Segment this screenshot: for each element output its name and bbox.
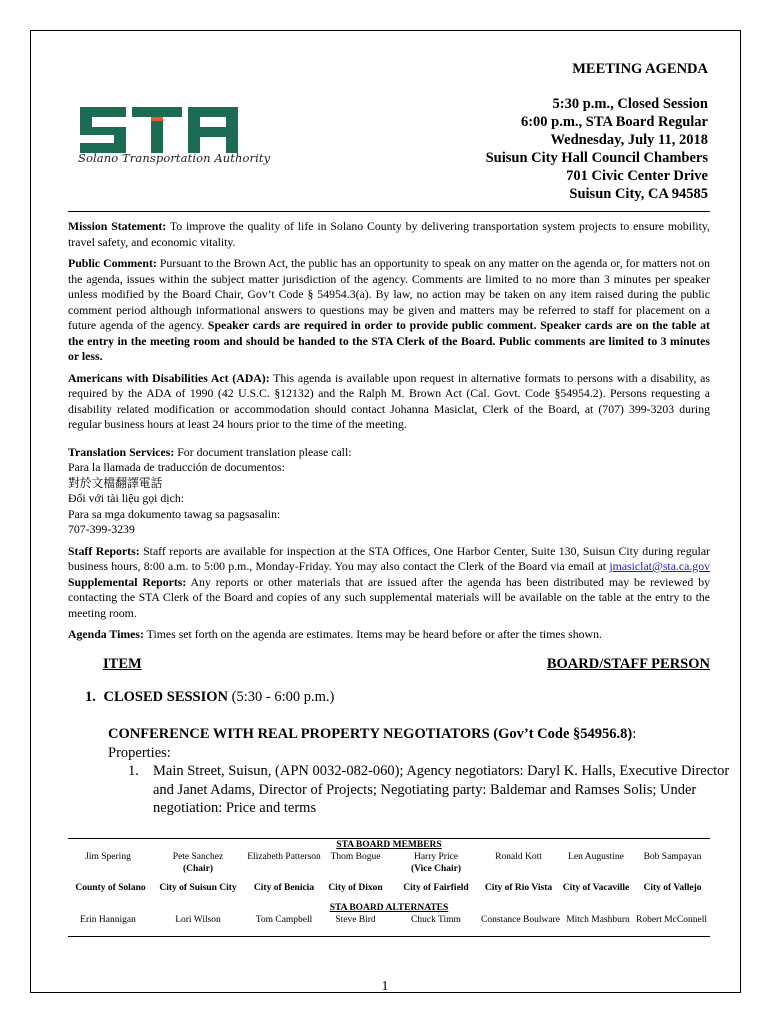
alternate-name: Erin Hannigan	[80, 915, 136, 925]
header-line-4: Suisun City Hall Council Chambers	[485, 150, 708, 166]
translation-label: Translation Services:	[68, 444, 175, 459]
board-roster	[68, 839, 710, 939]
logo-tagline: Solano Transportation Authority	[78, 151, 271, 165]
item-time: (5:30 - 6:00 p.m.)	[228, 689, 335, 705]
person-column-header: BOARD/STAFF PERSON	[546, 656, 710, 672]
member-city: City of Suisun City	[159, 883, 237, 893]
alternate-name: Steve Bird	[335, 915, 376, 925]
member-city: City of Rio Vista	[484, 883, 553, 893]
board-bottom-divider	[68, 936, 710, 937]
supplemental-reports-label: Supplemental Reports:	[68, 574, 187, 589]
conference-block	[108, 725, 733, 818]
member-city: City of Dixon	[328, 883, 383, 893]
header-line-1: 5:30 p.m., Closed Session	[552, 96, 708, 112]
mission-text: To improve the quality of life in Solano County by delivering transportation system projects to ensure mobility, travel safety, and economic vitality.	[68, 219, 710, 249]
translation-line-tagalog: Para sa mga dokumento tawag sa pagsasalin:	[68, 506, 281, 521]
members-heading: STA BOARD MEMBERS	[336, 840, 442, 850]
member-city: City of Fairfield	[403, 883, 469, 893]
translation-phone: 707-399-3239	[68, 522, 135, 536]
public-comment-label: Public Comment:	[68, 256, 157, 270]
supplemental-reports-text: Any reports or other materials that are issued after the agenda has been distributed may be reviewed by contacting the STA Clerk of the Board and copies of any such supplemental materials will be available on the table at the entry to the meeting room.	[68, 574, 710, 620]
agenda-times-text: Times set forth on the agenda are estimates. Items may be heard before or after the times shown.	[143, 627, 602, 641]
agenda-times	[68, 627, 710, 643]
header-divider	[68, 211, 710, 212]
member-role: (Vice Chair)	[410, 864, 462, 874]
ada-text: This agenda is available upon request in alternative formats to persons with a disability, as required by the ADA of 1990 (42 U.S.C. §12132) and the Ralph M. Brown Act (Cal. Govt. Code §54954.2). Persons requesting a disability related modification or accommodation should contact Johanna Masiclat, Clerk of the Board, at (707) 399-3203 during regular business hours at least 24 hours prior to the time of the meeting.	[68, 370, 711, 431]
translation-line-vietnamese: Đối với tài liệu gọi dịch:	[68, 491, 184, 505]
translation-line-chinese: 對於文檔翻譯電話	[68, 475, 163, 490]
property-number: 1.	[128, 763, 139, 779]
alternate-name: Mitch Mashburn	[566, 915, 630, 925]
alternate-name: Robert McConnell	[636, 915, 707, 925]
alternate-name: Chuck Timm	[411, 915, 461, 925]
member-city: City of Vallejo	[643, 883, 702, 893]
conference-suffix: :	[632, 726, 637, 742]
member-name: Thom Bogue	[330, 852, 381, 862]
member-city: County of Solano	[75, 883, 146, 893]
agenda-item-1	[85, 689, 334, 706]
member-name: Pete Sanchez	[172, 852, 224, 862]
properties-list	[108, 762, 733, 818]
member-name: Ronald Kott	[495, 852, 542, 862]
item-column-header: ITEM	[103, 656, 142, 672]
member-name: Jim Spering	[85, 852, 131, 862]
clerk-email-link[interactable]: jmasiclat@sta.ca.gov	[609, 559, 710, 573]
mission-statement	[68, 219, 710, 250]
ada-label: Americans with Disabilities Act (ADA):	[68, 370, 270, 385]
member-city: City of Vacaville	[562, 883, 630, 893]
public-comment	[68, 256, 710, 365]
member-name: Harry Price	[413, 852, 459, 862]
staff-reports	[68, 544, 710, 622]
header-line-2: 6:00 p.m., STA Board Regular	[520, 114, 708, 130]
mission-label: Mission Statement:	[68, 219, 167, 233]
header-line-6: Suisun City, CA 94585	[569, 186, 708, 202]
translation-first-line: For document translation please call:	[174, 444, 352, 459]
header-line-3: Wednesday, July 11, 2018	[550, 132, 708, 148]
properties-label: Properties:	[108, 744, 171, 761]
translation-line-spanish: Para la llamada de traducción de documentos:	[68, 460, 285, 474]
meeting-header	[486, 60, 708, 203]
item-number: 1.	[85, 689, 96, 705]
property-item	[108, 762, 733, 818]
translation-services	[68, 445, 710, 538]
member-city: City of Benicia	[253, 883, 315, 893]
public-comment-bold-text: Speaker cards are required in order to provide public comment. Speaker cards are on the table at the entry in the meeting room and should be handed to the STA Clerk of the Board. Public comments are limited to 3 minutes or less.	[68, 318, 710, 363]
public-comment-text: Pursuant to the Brown Act, the public has an opportunity to speak on any matter on the agenda or, for matters not on the agenda, issues within the subject matter jurisdiction of the agency. Comments are limited to no more than 3 minutes per speaker unless modified by the Board Chair, Gov’t Code § 54954.3(a). By law, no action may be taken on any item raised during the public comment period although informational answers to questions may be given and matters may be referred to staff for placement on a future agenda of the agency.	[68, 256, 710, 332]
agenda-times-label: Agenda Times:	[68, 627, 144, 641]
staff-reports-label: Staff Reports:	[68, 543, 140, 558]
agenda-preamble	[68, 219, 710, 649]
alternate-name: Constance Boulware	[481, 915, 560, 925]
member-name: Len Augustine	[568, 852, 624, 862]
alternate-name: Lori Wilson	[175, 915, 221, 925]
meeting-title: MEETING AGENDA	[572, 61, 708, 77]
item-title: CLOSED SESSION	[103, 689, 229, 705]
header-line-5: 701 Civic Center Drive	[566, 168, 708, 184]
alternates-heading: STA BOARD ALTERNATES	[329, 903, 449, 913]
member-role: (Chair)	[182, 864, 214, 874]
alternate-name: Tom Campbell	[255, 915, 313, 925]
ada-notice	[68, 371, 710, 433]
conference-title: CONFERENCE WITH REAL PROPERTY NEGOTIATORS (Gov’t Code §54956.8)	[108, 726, 633, 742]
page-number: 1	[381, 979, 389, 994]
staff-reports-text: Staff reports are available for inspection at the STA Offices, One Harbor Center, Suite 130, Suisun City during regular business hours, 8:00 a.m. to 5:00 p.m., Monday-Friday. You may also contact the Clerk of the Board via email at	[68, 543, 710, 573]
member-name: Elizabeth Patterson	[247, 852, 321, 862]
member-name: Bob Sampayan	[643, 852, 702, 862]
property-text: Main Street, Suisun, (APN 0032-082-060); Agency negotiators: Daryl K. Halls, Executive Director and Janet Adams, Director of Projects; Negotiating party: Baldemar and Ramses Solis; Under negotiation: Price and terms	[153, 763, 730, 816]
